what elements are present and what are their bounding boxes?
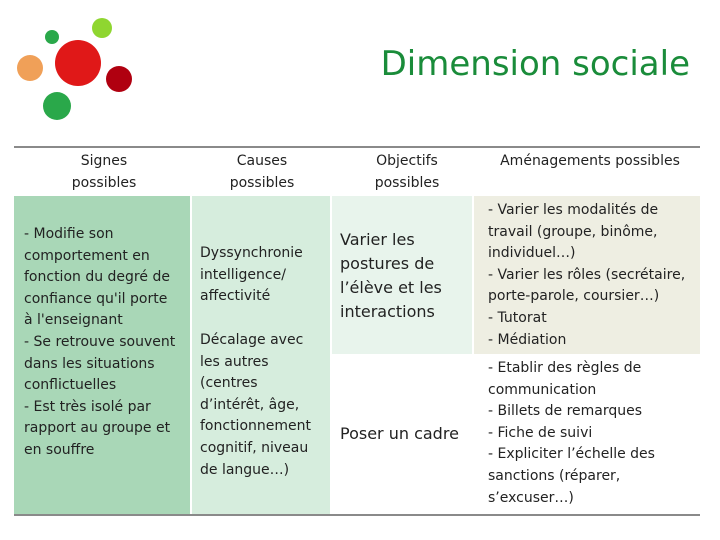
decor-dot-red	[55, 40, 101, 86]
page-title: Dimension sociale	[380, 44, 690, 84]
signes-text: - Modifie son comportement en fonction du degré de confiance qu'il porte à l'enseignant - Se retrouve souvent dans les situations conflictuelles - Est très isolé par rapport au groupe et en souffre	[24, 226, 176, 458]
header-objectifs: Objectifs possibles	[374, 153, 440, 191]
header-signes: Signes possibles	[71, 153, 137, 191]
objectifs-text-1: Varier les postures de l’élève et les interactions	[340, 230, 442, 321]
amenagements-text-1: - Varier les modalités de travail (groupe, binôme, individuel…) - Varier les rôles (secrétaire, porte-parole, coursier…) - Tutorat - Médiation	[488, 202, 686, 348]
header-causes: Causes possibles	[229, 153, 295, 191]
header-amenagements: Aménagements possibles	[500, 153, 680, 169]
causes-text-2: Décalage avec les autres (centres d’intérêt, âge, fonctionnement cognitif, niveau de langue…)	[200, 332, 311, 478]
objectifs-text-2: Poser un cadre	[340, 424, 459, 443]
decor-dot-lime	[92, 18, 112, 38]
decor-dot-orange	[17, 55, 43, 81]
causes-text-1: Dyssynchronie intelligence/ affectivité	[200, 245, 303, 305]
decor-dot-green	[43, 92, 71, 120]
table-top-rule	[14, 146, 700, 148]
table-bottom-rule	[14, 514, 700, 516]
decor-dot-green-small	[45, 30, 59, 44]
decor-dot-darkred	[106, 66, 132, 92]
amenagements-text-2: - Etablir des règles de communication - Billets de remarques - Fiche de suivi - Expliciter l’échelle des sanctions (réparer, s’excuser…)	[488, 360, 655, 506]
